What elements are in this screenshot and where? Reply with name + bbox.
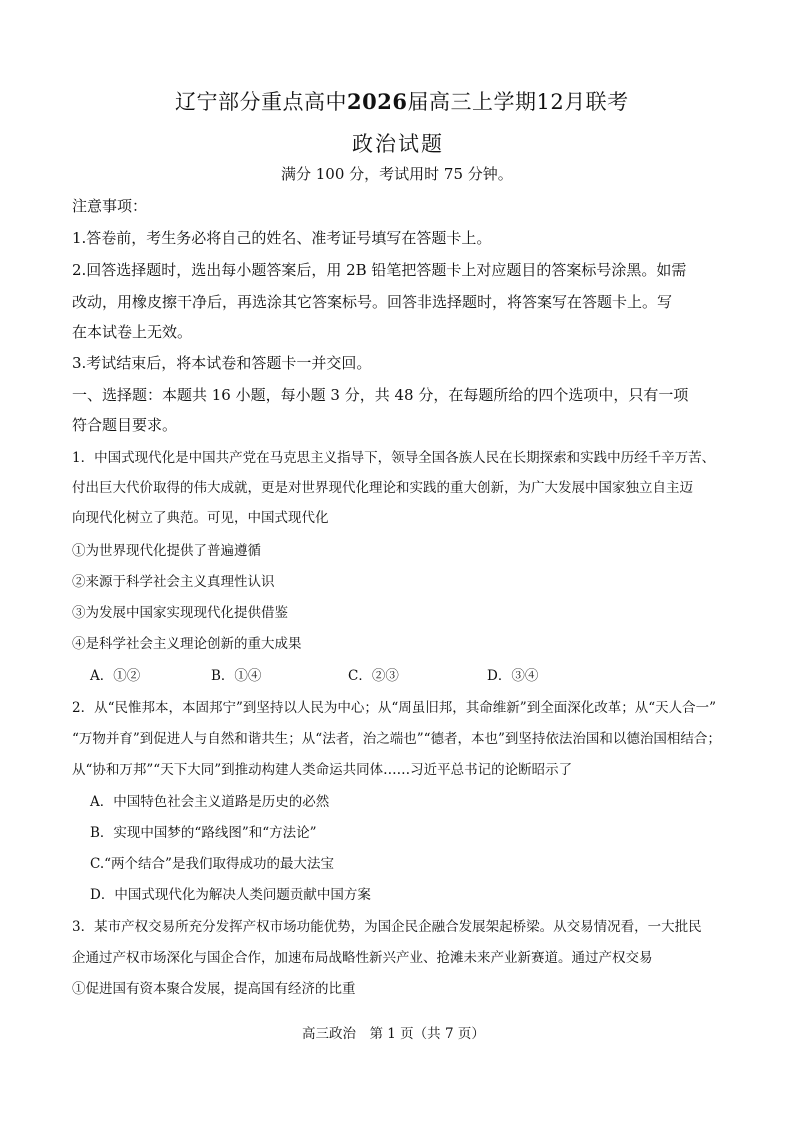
- question-1-option-a: A．①②: [90, 668, 141, 684]
- notice-item-3: 3.考试结束后，将本试卷和答题卡一并交回。: [72, 354, 372, 372]
- title-year: 2026: [347, 89, 408, 114]
- question-1-option-d: D．③④: [487, 668, 539, 684]
- notice-item-2-line2: 改动，用橡皮擦干净后，再选涂其它答案标号。回答非选择题时，将答案写在答题卡上。写: [72, 293, 673, 311]
- question-3-line1: 3．某市产权交易所充分发挥产权市场功能优势，为国企民企融合发展架起桥梁。从交易情况看，一大批民: [72, 919, 702, 935]
- question-2-option-b: B．实现中国梦的“路线图”和“方法论”: [90, 825, 317, 841]
- question-2-option-a: A．中国特色社会主义道路是历史的必然: [90, 794, 330, 810]
- question-2-option-c: C.“两个结合”是我们取得成功的最大法宝: [90, 856, 334, 872]
- question-3-statement-1: ①促进国有资本聚合发展，提高国有经济的比重: [72, 981, 356, 997]
- question-1-option-c: C．②③: [348, 668, 399, 684]
- subject-title: 政治试题: [352, 132, 444, 156]
- question-1-statement-4: ④是科学社会主义理论创新的重大成果: [72, 636, 302, 652]
- title-month: 12: [536, 90, 565, 114]
- title-part2: 届高三上学期: [407, 90, 537, 114]
- question-1-statement-1: ①为世界现代化提供了普遍遵循: [72, 543, 261, 559]
- page-footer: 高三政治 第 1 页（共 7 页）: [302, 1026, 485, 1042]
- question-1-line3: 向现代化树立了典范。可见，中国式现代化: [72, 510, 329, 526]
- question-1-line1: 1．中国式现代化是中国共产党在马克思主义指导下，领导全国各族人民在长期探索和实践中历经千辛万苦、: [72, 450, 716, 466]
- question-1-option-b: B．①④: [211, 668, 262, 684]
- exam-info: 满分 100 分，考试用时 75 分钟。: [281, 165, 513, 183]
- question-2-option-d: D．中国式现代化为解决人类问题贡献中国方案: [90, 887, 371, 903]
- exam-title: [175, 86, 629, 116]
- question-3-line2: 企通过产权市场深化与国企合作，加速布局战略性新兴产业、抢滩未来产业新赛道。通过产权交易: [72, 950, 653, 966]
- notice-item-2-line3: 在本试卷上无效。: [72, 323, 193, 341]
- notice-heading: 注意事项：: [72, 197, 148, 215]
- question-2-line2: “万物并育”到促进人与自然和谐共生；从“法者，治之端也”“德者，本也”到坚持依法治国和以德治国相结合；: [72, 731, 721, 747]
- section1-line1: 一、选择题：本题共 16 小题，每小题 3 分，共 48 分，在每题所给的四个选项中，只有一项: [72, 386, 689, 404]
- question-2-line1: 2．从“民惟邦本，本固邦宁”到坚持以人民为中心；从“周虽旧邦，其命维新”到全面深化改革；从“天人合一”: [72, 700, 716, 716]
- question-1-statement-3: ③为发展中国家实现现代化提供借鉴: [72, 605, 288, 621]
- title-part1: 辽宁部分重点高中: [175, 90, 347, 114]
- notice-item-2-line1: 2.回答选择题时，选出每小题答案后，用 2B 铅笔把答题卡上对应题目的答案标号涂黑。如需: [72, 261, 687, 279]
- question-1-statement-2: ②来源于科学社会主义真理性认识: [72, 574, 275, 590]
- section1-line2: 符合题目要求。: [72, 416, 178, 434]
- question-2-line3: 从“协和万邦”“天下大同”到推动构建人类命运共同体……习近平总书记的论断昭示了: [72, 762, 573, 778]
- title-part3: 月联考: [564, 90, 629, 114]
- question-1-line2: 付出巨大代价取得的伟大成就，更是对世界现代化理论和实践的重大创新，为广大发展中国家独立自主迈: [72, 480, 693, 496]
- notice-item-1: 1.答卷前，考生务必将自己的姓名、准考证号填写在答题卡上。: [72, 229, 492, 247]
